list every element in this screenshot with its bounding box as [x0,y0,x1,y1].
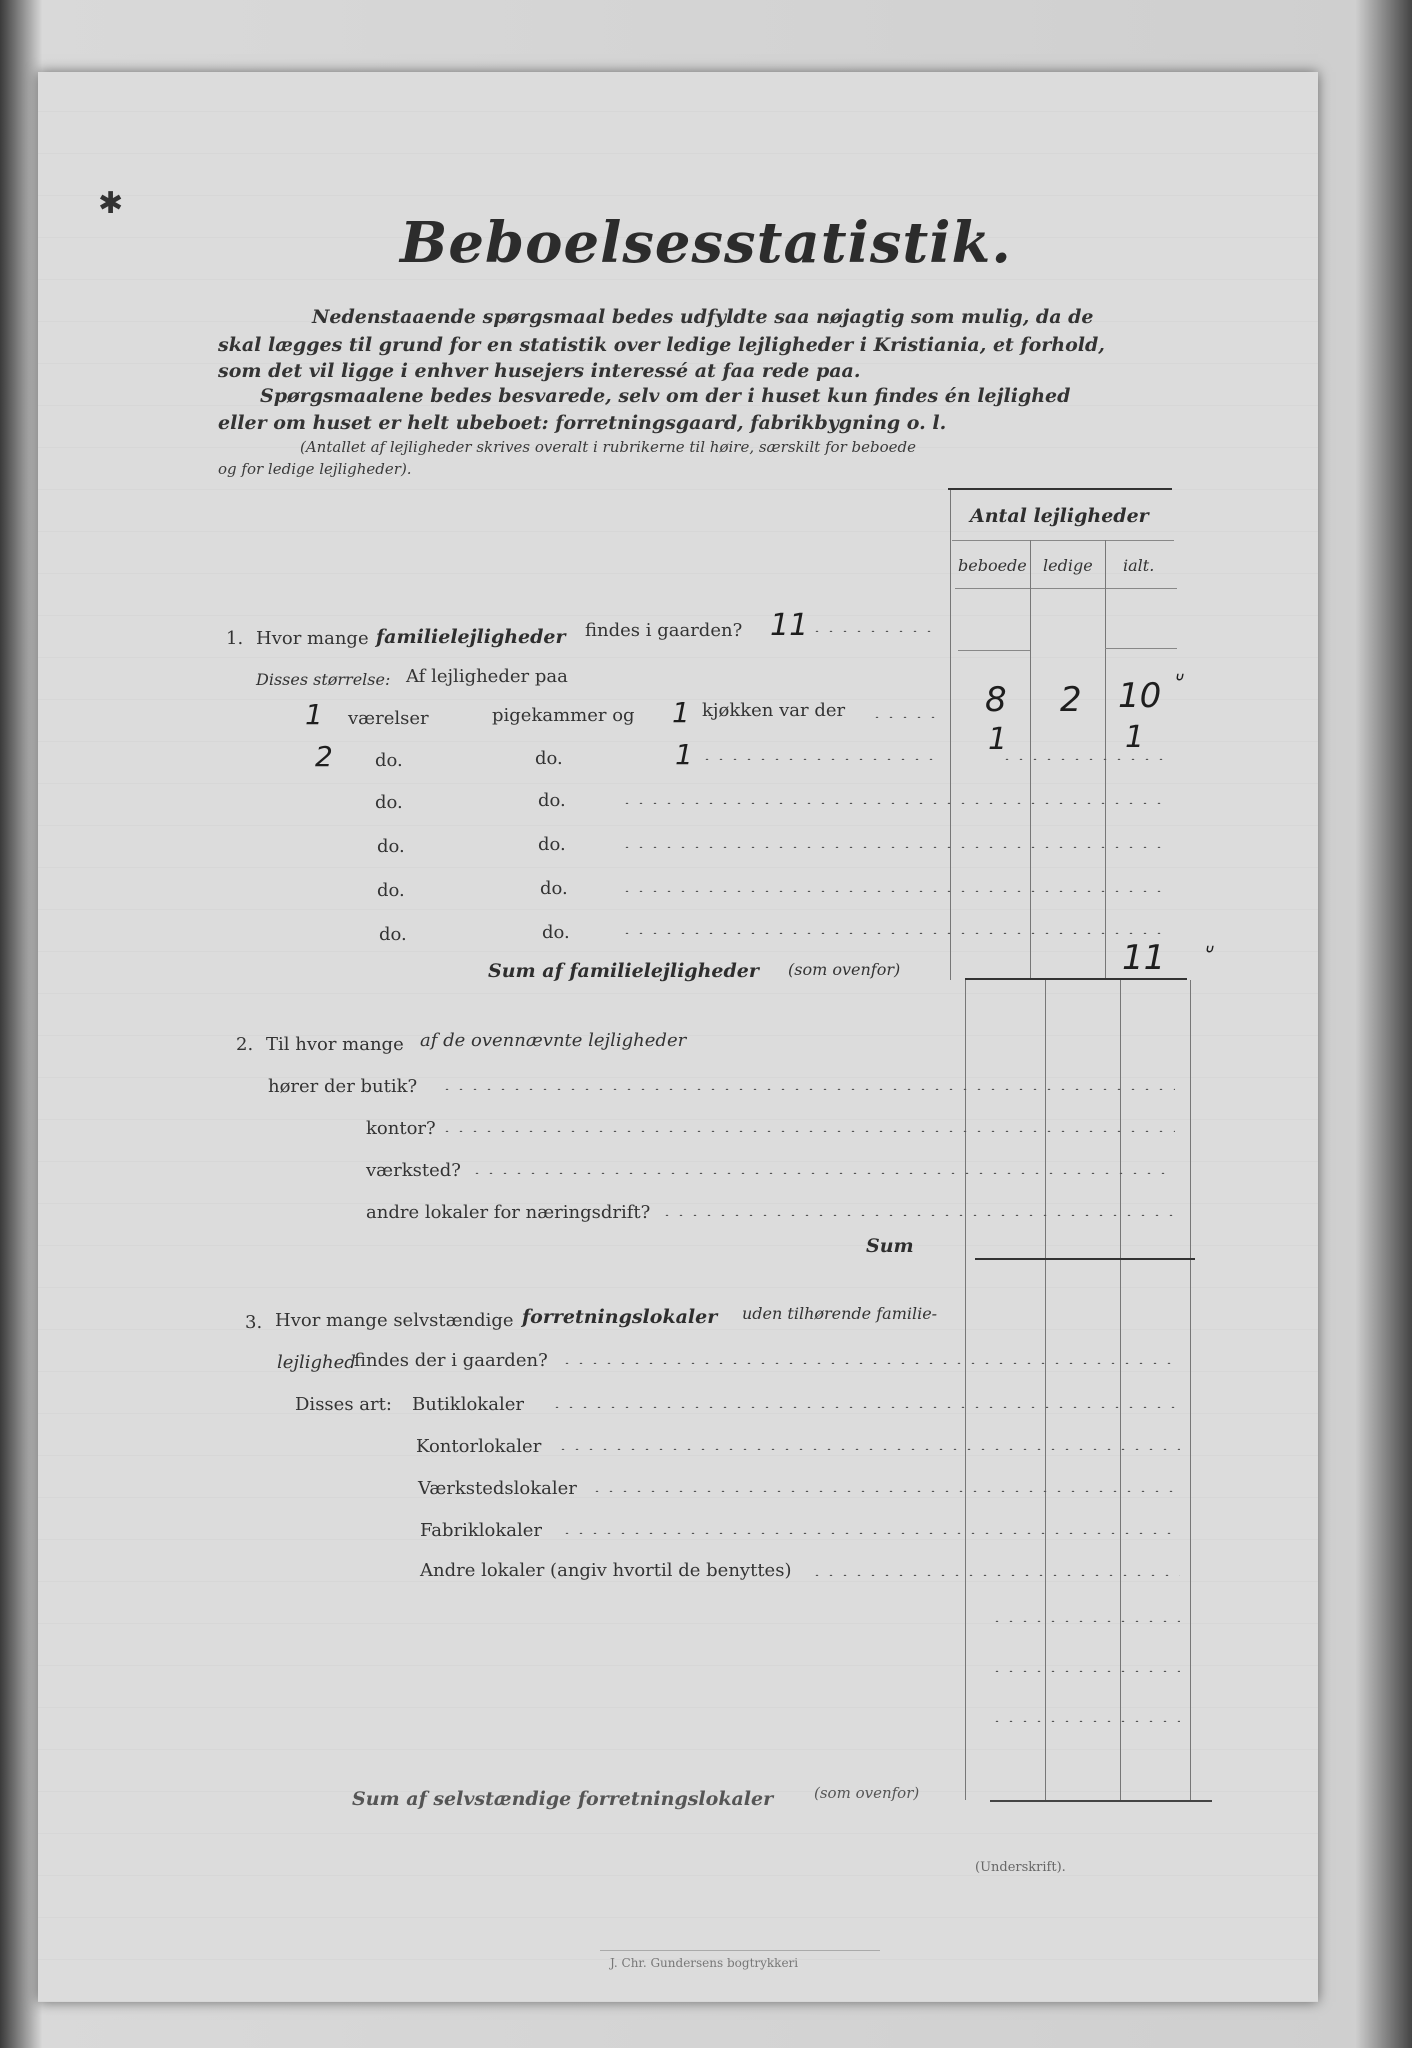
dot-leader [550,1406,1180,1408]
q1-number: 1. [226,628,244,649]
column-line [1105,540,1106,980]
intro-line-6: (Antallet af lejligheder skrives overalt i rubrikerne til høire, særskilt for beboede [300,438,916,456]
q3-number: 3. [245,1312,263,1333]
q1-sub-label: Disses størrelse: [256,670,391,689]
row1-kjokken-value[interactable]: 1 [672,696,690,729]
table-subheader-rule [955,588,1177,589]
row1-vaerelser-value[interactable]: 1 [305,698,323,731]
dot-leader [620,890,1170,892]
row6-do-label-2: do. [542,922,570,943]
row2-beboede-value[interactable]: 1 [988,722,1008,757]
cell-rule [958,650,1030,651]
dot-leader [470,1172,1175,1174]
sum-rule [965,978,1187,980]
q2-emph: af de ovennævnte lejligheder [420,1030,687,1051]
check-mark: ᐡ [1175,668,1185,696]
intro-line-7: og for ledige lejligheder). [218,460,412,478]
column-header-ledige: ledige [1043,556,1093,575]
q3-item-andre: Andre lokaler (angiv hvortil de benyttes) [420,1560,792,1581]
dot-leader [440,1130,1175,1132]
column-line [1045,980,1046,1800]
dot-leader [620,802,1170,804]
q1-sum-label: Sum af familielejligheder [488,960,759,982]
q2-number: 2. [236,1034,254,1055]
q3-sum-label: Sum af selvstændige forretningslokaler [352,1788,774,1810]
dot-leader [990,1720,1180,1722]
signature-label: (Underskrift). [975,1860,1066,1875]
row5-do-label-2: do. [540,878,568,899]
q1-emph: familielejligheder [376,626,566,648]
q1-sum-note: (som ovenfor) [788,960,901,979]
q3-suffix: uden tilhørende familie- [742,1304,938,1323]
dot-leader [700,758,940,760]
intro-line-3: som det vil ligge i enhver husejers interessé at faa rede paa. [218,360,861,382]
table-header-rule [952,540,1174,541]
column-line [1120,980,1121,1800]
q1-suffix: findes i gaarden? [585,620,743,641]
row1-ialt-value[interactable]: 10 [1118,676,1162,716]
dot-leader [590,1490,1180,1492]
column-line [1190,980,1191,1800]
q3-prefix: Hvor mange selvstændige [275,1310,514,1331]
q1-prefix: Hvor mange [256,628,369,649]
q3-item-fabriklokaler: Fabriklokaler [420,1520,543,1541]
row3-do-label: do. [375,792,403,813]
q3-art-label: Disses art: [295,1394,392,1415]
q3-line2: findes der i gaarden? [354,1350,548,1371]
q3-item-vaerkstedslokaler: Værkstedslokaler [418,1478,577,1499]
q1-sub-text: Af lejligheder paa [406,666,568,687]
row2-do-label: do. [375,750,403,771]
sum-rule [975,1258,1195,1260]
cell-rule [1105,648,1177,649]
q1-answer[interactable]: 11 [770,608,809,643]
q3-item-kontorlokaler: Kontorlokaler [416,1436,542,1457]
table-header-group: Antal lejligheder [970,505,1149,527]
dot-leader [990,1670,1180,1672]
column-line [965,980,966,1800]
column-header-beboede: beboede [958,556,1027,575]
dot-leader [660,1214,1175,1216]
check-mark: ᐡ [1205,940,1215,968]
q2-item-kontor: kontor? [366,1118,436,1139]
row5-do-label: do. [377,880,405,901]
table-top-rule [948,488,1172,490]
dot-leader [810,630,940,632]
q3-emph: forretningslokaler [522,1306,718,1328]
row2-kjokken-value[interactable]: 1 [675,738,693,771]
row1-ledige-value[interactable]: 2 [1060,680,1082,720]
intro-line-4: Spørgsmaalene bedes besvarede, selv om der i huset kun findes én lejlighed [260,385,1071,407]
dot-leader [620,932,1170,934]
form-title: Beboelsesstatistik. [400,210,1012,276]
ink-mark: ✱ [98,186,124,221]
intro-line-1: Nedenstaaende spørgsmaal bedes udfyldte saa nøjagtig som mulig, da de [312,306,1094,328]
dot-leader [810,1574,1180,1576]
printer-rule [600,1950,880,1951]
q2-sum-label: Sum [866,1235,914,1257]
q3-line2-emph: lejlighed [277,1352,356,1373]
column-line [950,490,951,980]
q2-item-andre: andre lokaler for næringsdrift? [366,1202,651,1223]
q3-sum-note: (som ovenfor) [814,1784,920,1802]
dot-leader [990,1620,1180,1622]
q2-prefix: Til hvor mange [266,1034,404,1055]
intro-line-2: skal lægges til grund for en statistik over ledige lejligheder i Kristiania, et forhold, [218,334,1105,356]
dot-leader [870,716,940,718]
row1-kjokken-label: kjøkken var der [702,700,846,721]
q2-item-butik: hører der butik? [268,1076,418,1097]
row4-do-label: do. [377,836,405,857]
q3-item-butiklokaler: Butiklokaler [412,1394,524,1415]
dot-leader [560,1362,1180,1364]
printer-imprint: J. Chr. Gundersens bogtrykkeri [610,1956,799,1970]
q1-sum-ialt-value[interactable]: 11 [1122,938,1166,978]
q2-item-vaerksted: værksted? [366,1160,461,1181]
dot-leader [556,1448,1180,1450]
dot-leader [1000,758,1170,760]
row1-vaerelser-label: værelser [348,708,429,729]
row1-pigekammer-label: pigekammer og [492,705,635,726]
row6-do-label: do. [379,924,407,945]
dot-leader [440,1088,1175,1090]
sum-rule [990,1800,1212,1802]
row4-do-label-2: do. [538,834,566,855]
dot-leader [620,846,1170,848]
row2-ialt-value[interactable]: 1 [1125,720,1145,755]
row1-beboede-value[interactable]: 8 [985,680,1007,720]
column-line [1030,540,1031,980]
row2-vaerelser-value[interactable]: 2 [315,740,333,773]
column-header-ialt: ialt. [1123,556,1155,575]
intro-line-5: eller om huset er helt ubeboet: forretningsgaard, fabrikbygning o. l. [218,412,947,434]
row2-do-label-2: do. [535,748,563,769]
dot-leader [560,1532,1180,1534]
row3-do-label-2: do. [538,790,566,811]
